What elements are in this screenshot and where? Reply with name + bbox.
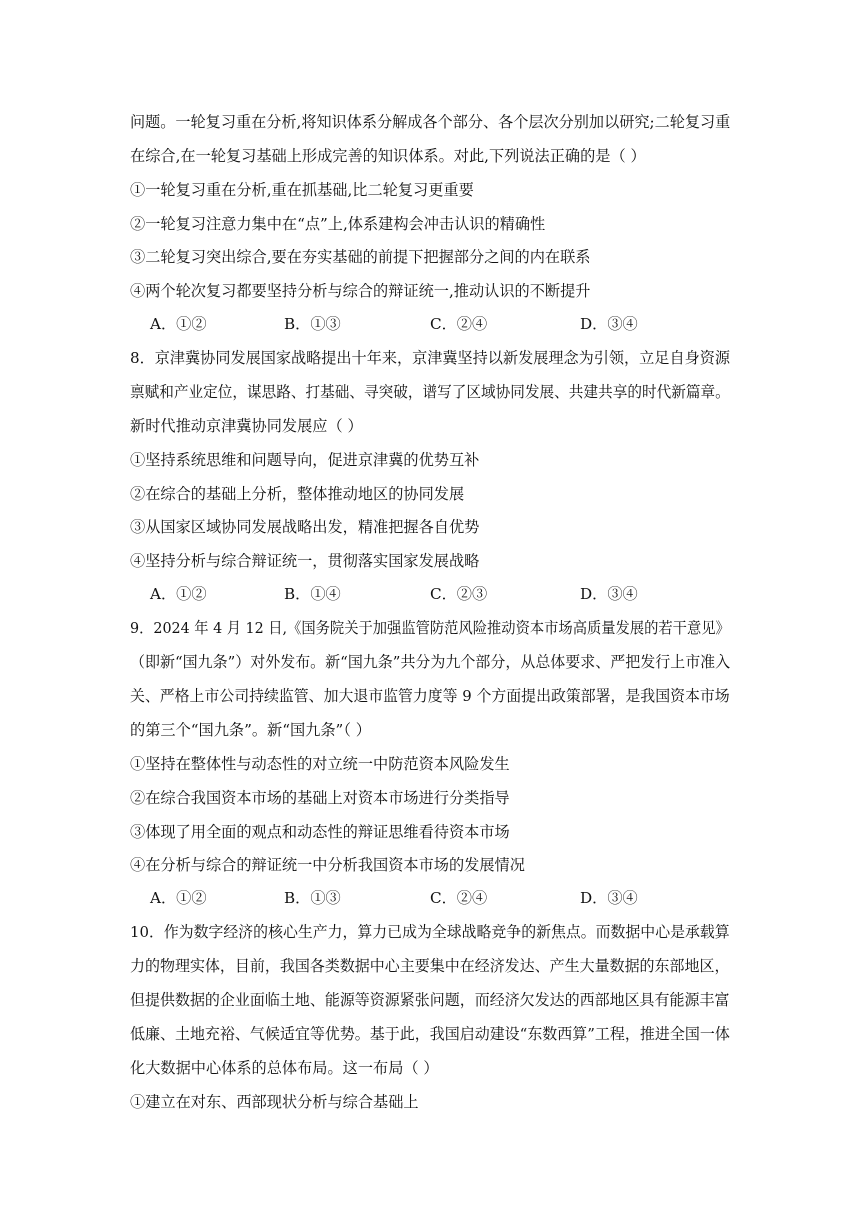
q7-option-d: D．③④ <box>580 315 638 333</box>
q7-statement-3: ③二轮复习突出综合,要在夯实基础的前提下把握部分之间的内在联系 <box>130 248 591 266</box>
q8-statement-2: ②在综合的基础上分析，整体推动地区的协同发展 <box>130 485 465 503</box>
q10-statement-1: ①建立在对东、西部现状分析与综合基础上 <box>130 1093 419 1111</box>
q8-option-b: B．①④ <box>284 585 341 603</box>
q10-stem-line-1: 10．作为数字经济的核心生产力，算力已成为全球战略竞争的新焦点。而数据中心是承载算 <box>130 923 730 941</box>
q8-statement-3: ③从国家区域协同发展战略出发，精准把握各自优势 <box>130 518 480 536</box>
q7-statement-4: ④两个轮次复习都要坚持分析与综合的辩证统一,推动认识的不断提升 <box>130 282 591 300</box>
q8-statement-1: ①坚持系统思维和问题导向，促进京津冀的优势互补 <box>130 451 480 469</box>
q9-stem-line-2: （即新“国九条”）对外发布。新“国九条”共分为九个部分，从总体要求、严把发行上市准入 <box>130 653 731 671</box>
q9-option-d: D．③④ <box>580 889 638 907</box>
q9-option-a: A．①② <box>150 889 207 907</box>
q7-option-c: C．②④ <box>430 315 488 333</box>
q8-statement-4: ④坚持分析与综合辩证统一，贯彻落实国家发展战略 <box>130 552 480 570</box>
q8-stem-line-2: 禀赋和产业定位，谋思路、打基础、寻突破，谱写了区域协同发展、共建共享的时代新篇章。 <box>130 383 730 401</box>
q9-statement-4: ④在分析与综合的辩证统一中分析我国资本市场的发展情况 <box>130 856 525 874</box>
q10-stem-line-2: 力的物理实体，目前，我国各类数据中心主要集中在经济发达、产生大量数据的东部地区， <box>130 957 730 975</box>
q9-statement-3: ③体现了用全面的观点和动态性的辩证思维看待资本市场 <box>130 823 510 841</box>
q7-statement-2: ②一轮复习注意力集中在“点”上,体系建构会冲击认识的精确性 <box>130 215 546 233</box>
q7-option-a: A．①② <box>150 315 207 333</box>
q8-option-a: A．①② <box>150 585 207 603</box>
q9-stem-line-4: 的第三个“国九条”。新“国九条”（ ） <box>130 721 371 739</box>
q7-statement-1: ①一轮复习重在分析,重在抓基础,比二轮复习更重要 <box>130 181 474 199</box>
q9-option-b: B．①③ <box>284 889 341 907</box>
q9-stem-line-3: 关、严格上市公司持续监管、加大退市监管力度等 9 个方面提出政策部署，是我国资本市场 <box>130 687 730 705</box>
q8-stem-line-3: 新时代推动京津冀协同发展应（ ） <box>130 417 363 435</box>
q7-stem-line-2: 在综合,在一轮复习基础上形成完善的知识体系。对此,下列说法正确的是（ ） <box>130 147 646 165</box>
q10-stem-line-4: 低廉、土地充裕、气候适宜等优势。基于此，我国启动建设“东数西算”工程，推进全国一体 <box>130 1025 730 1043</box>
q9-statement-2: ②在综合我国资本市场的基础上对资本市场进行分类指导 <box>130 789 510 807</box>
q8-stem-line-1: 8．京津冀协同发展国家战略提出十年来，京津冀坚持以新发展理念为引领，立足自身资源 <box>130 349 730 367</box>
q10-stem-line-3: 但提供数据的企业面临土地、能源等资源紧张问题，而经济欠发达的西部地区具有能源丰富 <box>130 991 730 1009</box>
q8-option-d: D．③④ <box>580 585 638 603</box>
q7-option-b: B．①③ <box>284 315 341 333</box>
q8-option-c: C．②③ <box>430 585 488 603</box>
q7-stem-line-1: 问题。一轮复习重在分析,将知识体系分解成各个部分、各个层次分别加以研究;二轮复习重 <box>130 113 731 131</box>
q9-stem-line-1: 9．2024 年 4 月 12 日,《国务院关于加强监管防范风险推动资本市场高质量发展的若干意见》 <box>130 619 730 637</box>
q10-stem-line-5: 化大数据中心体系的总体布局。这一布局（ ） <box>130 1059 439 1077</box>
q9-option-c: C．②④ <box>430 889 488 907</box>
q9-statement-1: ①坚持在整体性与动态性的对立统一中防范资本风险发生 <box>130 755 510 773</box>
